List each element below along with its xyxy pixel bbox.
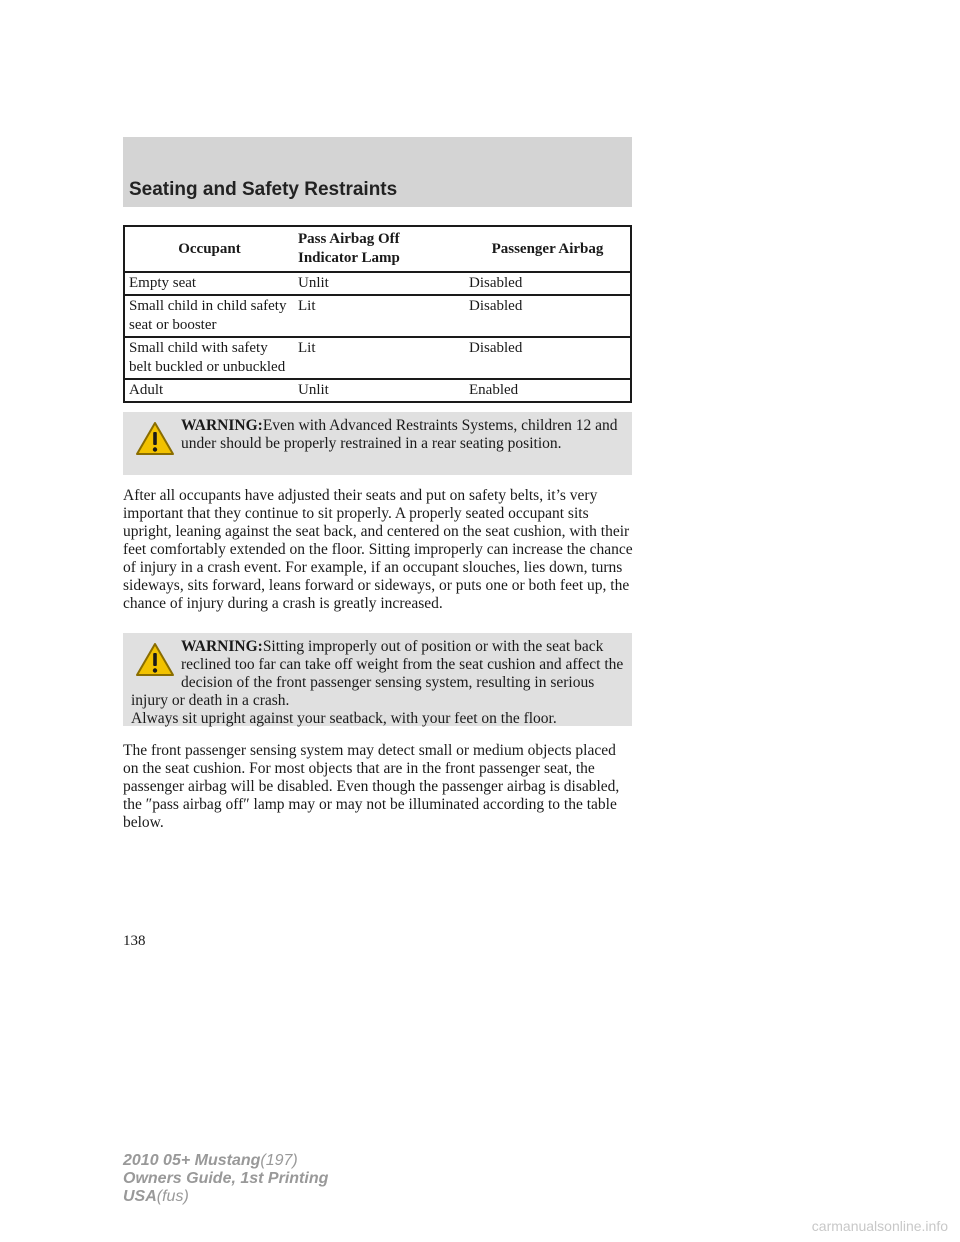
table-cell: Small child in child safety seat or booster (124, 295, 294, 337)
warning-label: WARNING: (181, 417, 263, 434)
watermark: carmanualsonline.info (811, 1218, 948, 1234)
warning-label: WARNING: (181, 638, 263, 655)
footer-market-code: (fus) (156, 1188, 189, 1205)
page-number: 138 (123, 933, 146, 949)
table-header-cell: Passenger Airbag (465, 226, 631, 272)
table-cell: Enabled (465, 379, 631, 402)
table-cell: Disabled (465, 272, 631, 295)
page-title: Seating and Safety Restraints (129, 179, 398, 200)
table-cell: Small child with safety belt buckled or unbuckled (124, 337, 294, 379)
footer-code: (197) (260, 1152, 298, 1169)
warning-box-1 (123, 412, 632, 475)
body-paragraph-1: After all occupants have adjusted their seats and put on safety belts, it’s very important that they continue to sit properly. A properly seated occupant sits upright, leaning against the seat back, and centered on the seat cushion, with their feet comfortably extended on the floor. Sitting improperly can increase the chance of injury in a crash event. For example, if an occupant slouches, lies down, turns sideways, sits forward, leans forward or sideways, or puts one or both feet up, the chance of injury during a crash is greatly increased. (123, 487, 633, 612)
warning-text-secondary: Always sit upright against your seatback, with your feet on the floor. (131, 710, 557, 727)
table-cell: Disabled (465, 295, 631, 337)
body-paragraph-2: The front passenger sensing system may detect small or medium objects placed on the seat cushion. For most objects that are in the front passenger seat, the passenger airbag will be disabled. Even though the passenger airbag is disabled, the ″pass airbag off″ lamp may or may not be illuminated according to the table below. (123, 742, 620, 831)
table-row (124, 337, 631, 379)
footer-market: USA (123, 1188, 157, 1205)
footer-edition: Owners Guide, 1st Printing (123, 1170, 329, 1187)
table-cell: Empty seat (124, 272, 294, 295)
table-row (124, 379, 631, 402)
table-row (124, 295, 631, 337)
warning-box-2 (123, 633, 632, 726)
table-header-cell: Pass Airbag Off Indicator Lamp (294, 226, 465, 272)
print-footer (123, 1152, 328, 1206)
table-cell: Adult (124, 379, 294, 402)
table-cell: Lit (294, 295, 465, 337)
table-header-cell: Occupant (124, 226, 294, 272)
table-row (124, 272, 631, 295)
table-cell: Lit (294, 337, 465, 379)
warning-triangle-icon (135, 642, 175, 678)
airbag-status-table (123, 225, 632, 403)
warning-triangle-icon (135, 421, 175, 457)
table-header-row (124, 226, 631, 272)
table-cell: Unlit (294, 272, 465, 295)
footer-model: 2010 05+ Mustang (123, 1152, 261, 1169)
warning-text: Even with Advanced Restraints Systems, children 12 and under should be properly restrained in a rear seating position. (181, 417, 618, 452)
warning-text: Sitting improperly out of position or with the seat back reclined too far can take off weight from the seat cushion and affect the decision of the front passenger sensing system, resulting in serious injury or death in a crash. (131, 638, 624, 709)
section-header (123, 137, 632, 207)
table-cell: Unlit (294, 379, 465, 402)
table-cell: Disabled (465, 337, 631, 379)
